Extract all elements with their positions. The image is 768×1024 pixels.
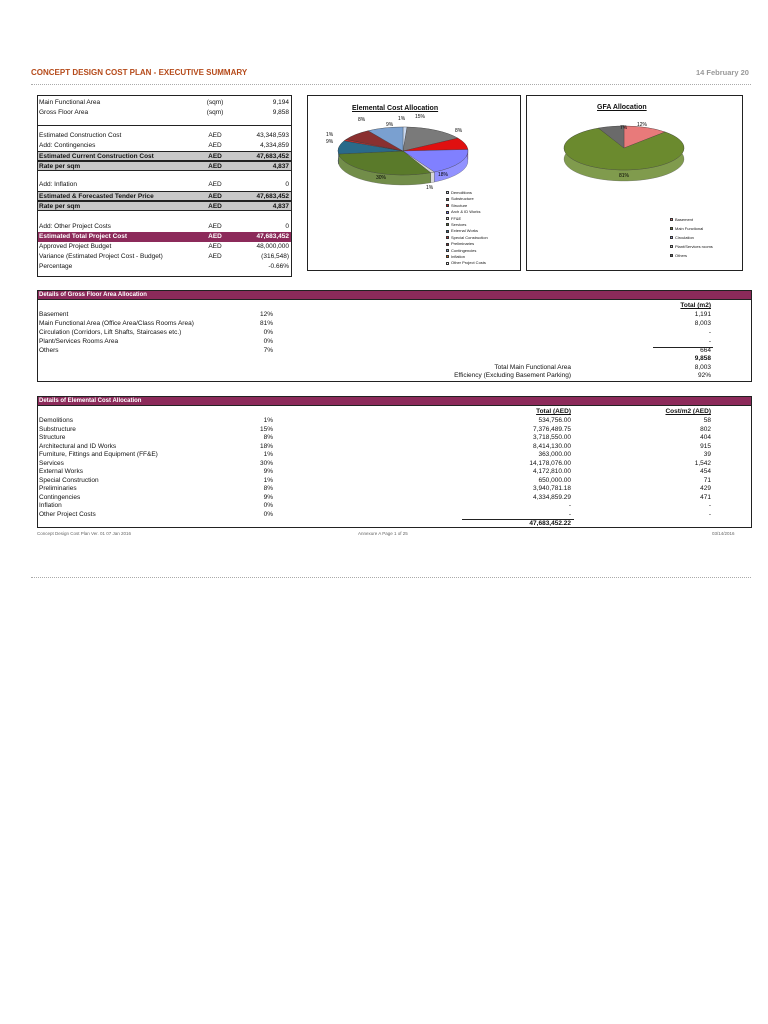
row-label: Preliminaries: [39, 485, 77, 492]
row-rate: 71: [703, 476, 711, 484]
row-total: 363,000.00: [538, 451, 571, 458]
elemental-details-section: [37, 396, 752, 528]
legend-swatch: [446, 211, 449, 214]
summary-label: Variance (Estimated Project Cost - Budget): [39, 253, 163, 260]
summary-value: 4,837: [272, 163, 289, 170]
legend-swatch: [446, 191, 449, 194]
header-divider: [31, 84, 751, 85]
row-total: -: [568, 510, 571, 518]
summary-row: [38, 141, 291, 151]
efficiency-label: Efficiency (Excluding Basement Parking): [454, 372, 571, 379]
row-pct: 0%: [263, 338, 273, 345]
pie-slice-label: 12%: [637, 122, 648, 128]
summary-row-highlight: [38, 161, 291, 171]
summary-unit: AED: [208, 163, 222, 170]
legend-label: Basement: [675, 217, 694, 222]
summary-divider: [38, 125, 291, 126]
table-row: [38, 319, 751, 328]
summary-row-highlight: [38, 201, 291, 211]
row-pct: 15%: [259, 425, 273, 433]
gfa-total-rule: [653, 347, 713, 348]
summary-row: [38, 180, 291, 190]
footer-center: Annexure A Page 1 of 25: [358, 531, 408, 536]
gfa-header-row: [38, 301, 751, 310]
legend-label: FF&E: [451, 215, 462, 221]
summary-label: Approved Project Budget: [39, 243, 112, 250]
pie-slice-label: 9%: [326, 139, 334, 145]
legend-label: Substructure: [451, 196, 474, 202]
elemental-grand-total: 47,683,452.22: [529, 520, 571, 527]
summary-label: Main Functional Area: [39, 99, 101, 106]
legend-item: [446, 196, 474, 201]
summary-value: 48,000,000: [256, 243, 289, 250]
legend-item: [670, 253, 687, 258]
legend-swatch: [446, 204, 449, 207]
gfa-grand-total-row: [38, 354, 751, 363]
gfa-chart-title: GFA Allocation: [597, 104, 647, 111]
row-pct: 81%: [259, 320, 273, 327]
table-row: [38, 328, 751, 337]
summary-unit: AED: [208, 153, 222, 160]
gfa-section-heading: Details of Gross Floor Area Allocation: [38, 291, 751, 300]
row-label: Substructure: [39, 425, 76, 433]
row-label: Special Construction: [39, 476, 99, 484]
summary-row-highlight: [38, 191, 291, 201]
pie-slice-label: 9%: [386, 122, 394, 128]
elemental-chart-title: Elemental Cost Allocation: [352, 105, 439, 112]
row-pct: 7%: [263, 347, 273, 354]
document-title: CONCEPT DESIGN COST PLAN - EXECUTIVE SUMMARY: [31, 68, 248, 77]
legend-item: [670, 235, 694, 240]
row-rate: 471: [700, 493, 711, 501]
legend-item: [446, 235, 488, 240]
legend-item: [446, 260, 486, 265]
legend-label: Plant/Services rooms: [675, 244, 713, 249]
legend-swatch: [670, 245, 673, 248]
row-total: 14,178,076.00: [529, 459, 571, 467]
pie-slice-label: 81%: [619, 173, 630, 179]
pie-slice-label: 7%: [620, 125, 628, 131]
gfa-details-section: [37, 290, 752, 382]
legend-item: [446, 228, 478, 233]
gfa-allocation-chart: [526, 95, 743, 271]
row-pct: 0%: [263, 329, 273, 336]
gfa-grand-total: 9,858: [694, 355, 711, 362]
legend-item: [446, 222, 466, 227]
row-total: 7,376,489.75: [533, 425, 571, 433]
table-row: [38, 337, 751, 346]
summary-label: Estimated Current Construction Cost: [39, 153, 154, 160]
summary-label: Estimated & Forecasted Tender Price: [39, 193, 154, 200]
summary-unit: AED: [208, 253, 222, 260]
row-total: 664: [700, 347, 711, 354]
summary-value: 43,348,593: [256, 132, 289, 139]
row-total: 4,334,859.29: [533, 493, 571, 501]
summary-unit: AED: [208, 203, 222, 210]
efficiency-value: 92%: [697, 372, 711, 379]
row-rate: 404: [700, 434, 711, 441]
row-label: Structure: [39, 434, 66, 441]
summary-label: Estimated Construction Cost: [39, 132, 122, 139]
row-label: Other Project Costs: [39, 510, 96, 518]
summary-row: [38, 131, 291, 141]
row-label: Demolitions: [39, 417, 73, 424]
summary-row: [38, 222, 291, 232]
summary-value: 4,334,859: [260, 142, 289, 149]
summary-label: Add: Other Project Costs: [39, 223, 111, 230]
pie-slice-label: 1%: [426, 185, 434, 191]
row-rate: -: [708, 510, 711, 518]
summary-value: -0.66%: [268, 263, 289, 270]
summary-value: 9,194: [272, 99, 289, 106]
legend-label: Services: [451, 222, 467, 227]
row-total: 3,940,781.18: [533, 485, 571, 492]
row-total: -: [708, 329, 711, 336]
row-pct: 30%: [259, 459, 273, 467]
legend-label: Structure: [451, 202, 468, 208]
row-rate: 802: [700, 425, 711, 433]
row-total: 534,756.00: [538, 417, 571, 424]
legend-item: [446, 203, 467, 208]
legend-label: Preliminaries: [451, 241, 475, 247]
legend-swatch: [670, 218, 673, 221]
elemental-pie: [308, 96, 522, 272]
summary-row-highlight: [38, 151, 291, 161]
summary-label: Rate per sqm: [39, 163, 81, 170]
row-rate: 1,542: [694, 459, 711, 467]
legend-item: [446, 241, 474, 246]
legend-swatch: [446, 236, 449, 239]
summary-label: Add: Inflation: [39, 181, 77, 188]
row-pct: 1%: [263, 476, 273, 484]
row-rate: 39: [703, 451, 711, 458]
row-label: External Works: [39, 468, 83, 475]
legend-swatch: [446, 249, 449, 252]
summary-value: 47,683,452: [256, 233, 289, 240]
row-pct: 8%: [263, 485, 273, 492]
row-rate: 454: [700, 468, 711, 475]
summary-value: 0: [285, 181, 289, 188]
row-pct: 8%: [263, 434, 273, 441]
table-row: [38, 510, 751, 519]
summary-row: [38, 252, 291, 262]
row-label: Architectural and ID Works: [39, 442, 117, 450]
document-date: 14 February 20: [696, 68, 749, 77]
legend-swatch: [670, 227, 673, 230]
pie-slice-label: 8%: [358, 117, 366, 123]
summary-unit: (sqm): [206, 99, 224, 106]
legend-item: [670, 226, 703, 231]
legend-swatch: [670, 236, 673, 239]
legend-label: Other Project Costs: [451, 260, 486, 266]
summary-label: Gross Floor Area: [39, 109, 89, 116]
summary-unit: AED: [208, 142, 222, 149]
legend-item: [670, 217, 693, 222]
row-total: 8,414,130.00: [533, 442, 571, 450]
legend-swatch: [446, 243, 449, 246]
summary-value: 0: [285, 223, 289, 230]
footer-right: 03/14/2016: [712, 531, 735, 536]
elemental-header-row: [38, 407, 751, 416]
row-total: 3,718,550.00: [533, 434, 571, 441]
row-total: 650,000.00: [538, 476, 571, 484]
legend-swatch: [446, 262, 449, 265]
row-total: 4,172,810.00: [533, 468, 571, 475]
row-total: 1,191: [694, 311, 711, 318]
elemental-grand-total-row: [38, 519, 751, 528]
row-pct: 9%: [263, 493, 273, 501]
pie-slice-label: 18%: [438, 172, 449, 178]
pie-slice-label: 8%: [455, 128, 463, 134]
row-label: Circulation (Corridors, Lift Shafts, Staircases etc.): [39, 329, 182, 336]
summary-unit: AED: [208, 132, 222, 139]
main-functional-value: 8,003: [694, 364, 711, 371]
legend-item: [446, 216, 461, 221]
legend-swatch: [446, 217, 449, 220]
summary-label: Rate per sqm: [39, 203, 81, 210]
legend-label: External Works: [451, 228, 479, 234]
row-pct: 0%: [263, 502, 273, 509]
row-pct: 1%: [263, 451, 273, 458]
summary-unit: AED: [208, 193, 222, 200]
footer-left: Concept Design Cost Plan Ver. 01 07 Jan 2016: [37, 531, 132, 536]
legend-label: Demolitions: [451, 190, 472, 195]
summary-unit: AED: [208, 233, 222, 240]
summary-row-total: [38, 232, 291, 242]
row-total: -: [708, 338, 711, 345]
row-pct: 0%: [263, 510, 273, 518]
row-total: 8,003: [694, 320, 711, 327]
summary-row: [38, 242, 291, 252]
footer-divider: [31, 577, 751, 578]
summary-unit: AED: [208, 243, 222, 250]
row-pct: 1%: [263, 417, 273, 424]
row-label: Basement: [39, 311, 69, 318]
row-label: Services: [39, 459, 64, 467]
summary-value: 4,837: [272, 203, 289, 210]
row-total: -: [568, 502, 571, 509]
summary-label: Add: Contingencies: [39, 142, 96, 149]
pie-slice-label: 1%: [398, 116, 406, 122]
summary-row: [38, 262, 291, 272]
summary-unit: AED: [208, 223, 222, 230]
legend-item: [446, 190, 472, 195]
elemental-section-heading: Details of Elemental Cost Allocation: [38, 397, 751, 406]
elemental-cost-chart: [307, 95, 521, 271]
legend-label: Contingencies: [451, 247, 477, 253]
elemental-total-header: Total (AED): [536, 408, 571, 415]
legend-swatch: [446, 223, 449, 226]
summary-label: Percentage: [39, 263, 73, 270]
summary-label: Estimated Total Project Cost: [39, 233, 128, 240]
row-pct: 18%: [259, 442, 273, 450]
main-functional-label: Total Main Functional Area: [494, 364, 571, 371]
row-rate: 915: [700, 442, 711, 450]
pie-slice-label: 15%: [415, 114, 426, 120]
legend-swatch: [446, 198, 449, 201]
pie-slice-label: 30%: [376, 175, 387, 181]
legend-swatch: [446, 230, 449, 233]
summary-value: (316,548): [261, 253, 289, 260]
row-label: Plant/Services Rooms Area: [39, 338, 119, 345]
legend-label: Others: [675, 253, 688, 258]
pie-slice-label: 1%: [326, 132, 334, 138]
pie-slice-side: [431, 172, 435, 183]
row-pct: 9%: [263, 468, 273, 475]
legend-item: [670, 244, 713, 249]
row-rate: -: [708, 502, 711, 509]
row-rate: 58: [703, 417, 711, 424]
summary-value: 9,858: [272, 109, 289, 116]
summary-row: [38, 98, 291, 108]
summary-unit: (sqm): [206, 109, 224, 116]
summary-value: 47,683,452: [256, 153, 289, 160]
row-label: Main Functional Area (Office Area/Class Rooms Area): [39, 320, 194, 327]
row-label: Inflation: [39, 502, 62, 509]
row-label: Furniture, Fittings and Equipment (FF&E): [39, 451, 158, 458]
legend-label: Inflation: [451, 254, 466, 259]
row-pct: 12%: [259, 311, 273, 318]
summary-unit: AED: [208, 181, 222, 188]
legend-label: Main Functional: [675, 226, 704, 231]
legend-label: Special Construction: [451, 234, 488, 240]
legend-swatch: [670, 254, 673, 257]
legend-item: [446, 248, 476, 253]
gfa-efficiency-row: [38, 371, 751, 380]
row-rate: 429: [700, 485, 711, 492]
legend-item: [446, 254, 465, 259]
row-label: Others: [39, 347, 59, 354]
legend-label: Arch & ID Works: [451, 209, 481, 215]
gfa-total-header: Total (m2): [680, 302, 711, 309]
row-label: Contingencies: [39, 493, 81, 501]
summary-row: [38, 108, 291, 118]
elemental-cost-header: Cost/m2 (AED): [665, 408, 711, 415]
legend-label: Circulation: [675, 235, 694, 240]
summary-value: 47,683,452: [256, 193, 289, 200]
legend-swatch: [446, 255, 449, 258]
table-row: [38, 310, 751, 319]
cost-summary-table: [37, 95, 292, 277]
legend-item: [446, 209, 481, 214]
